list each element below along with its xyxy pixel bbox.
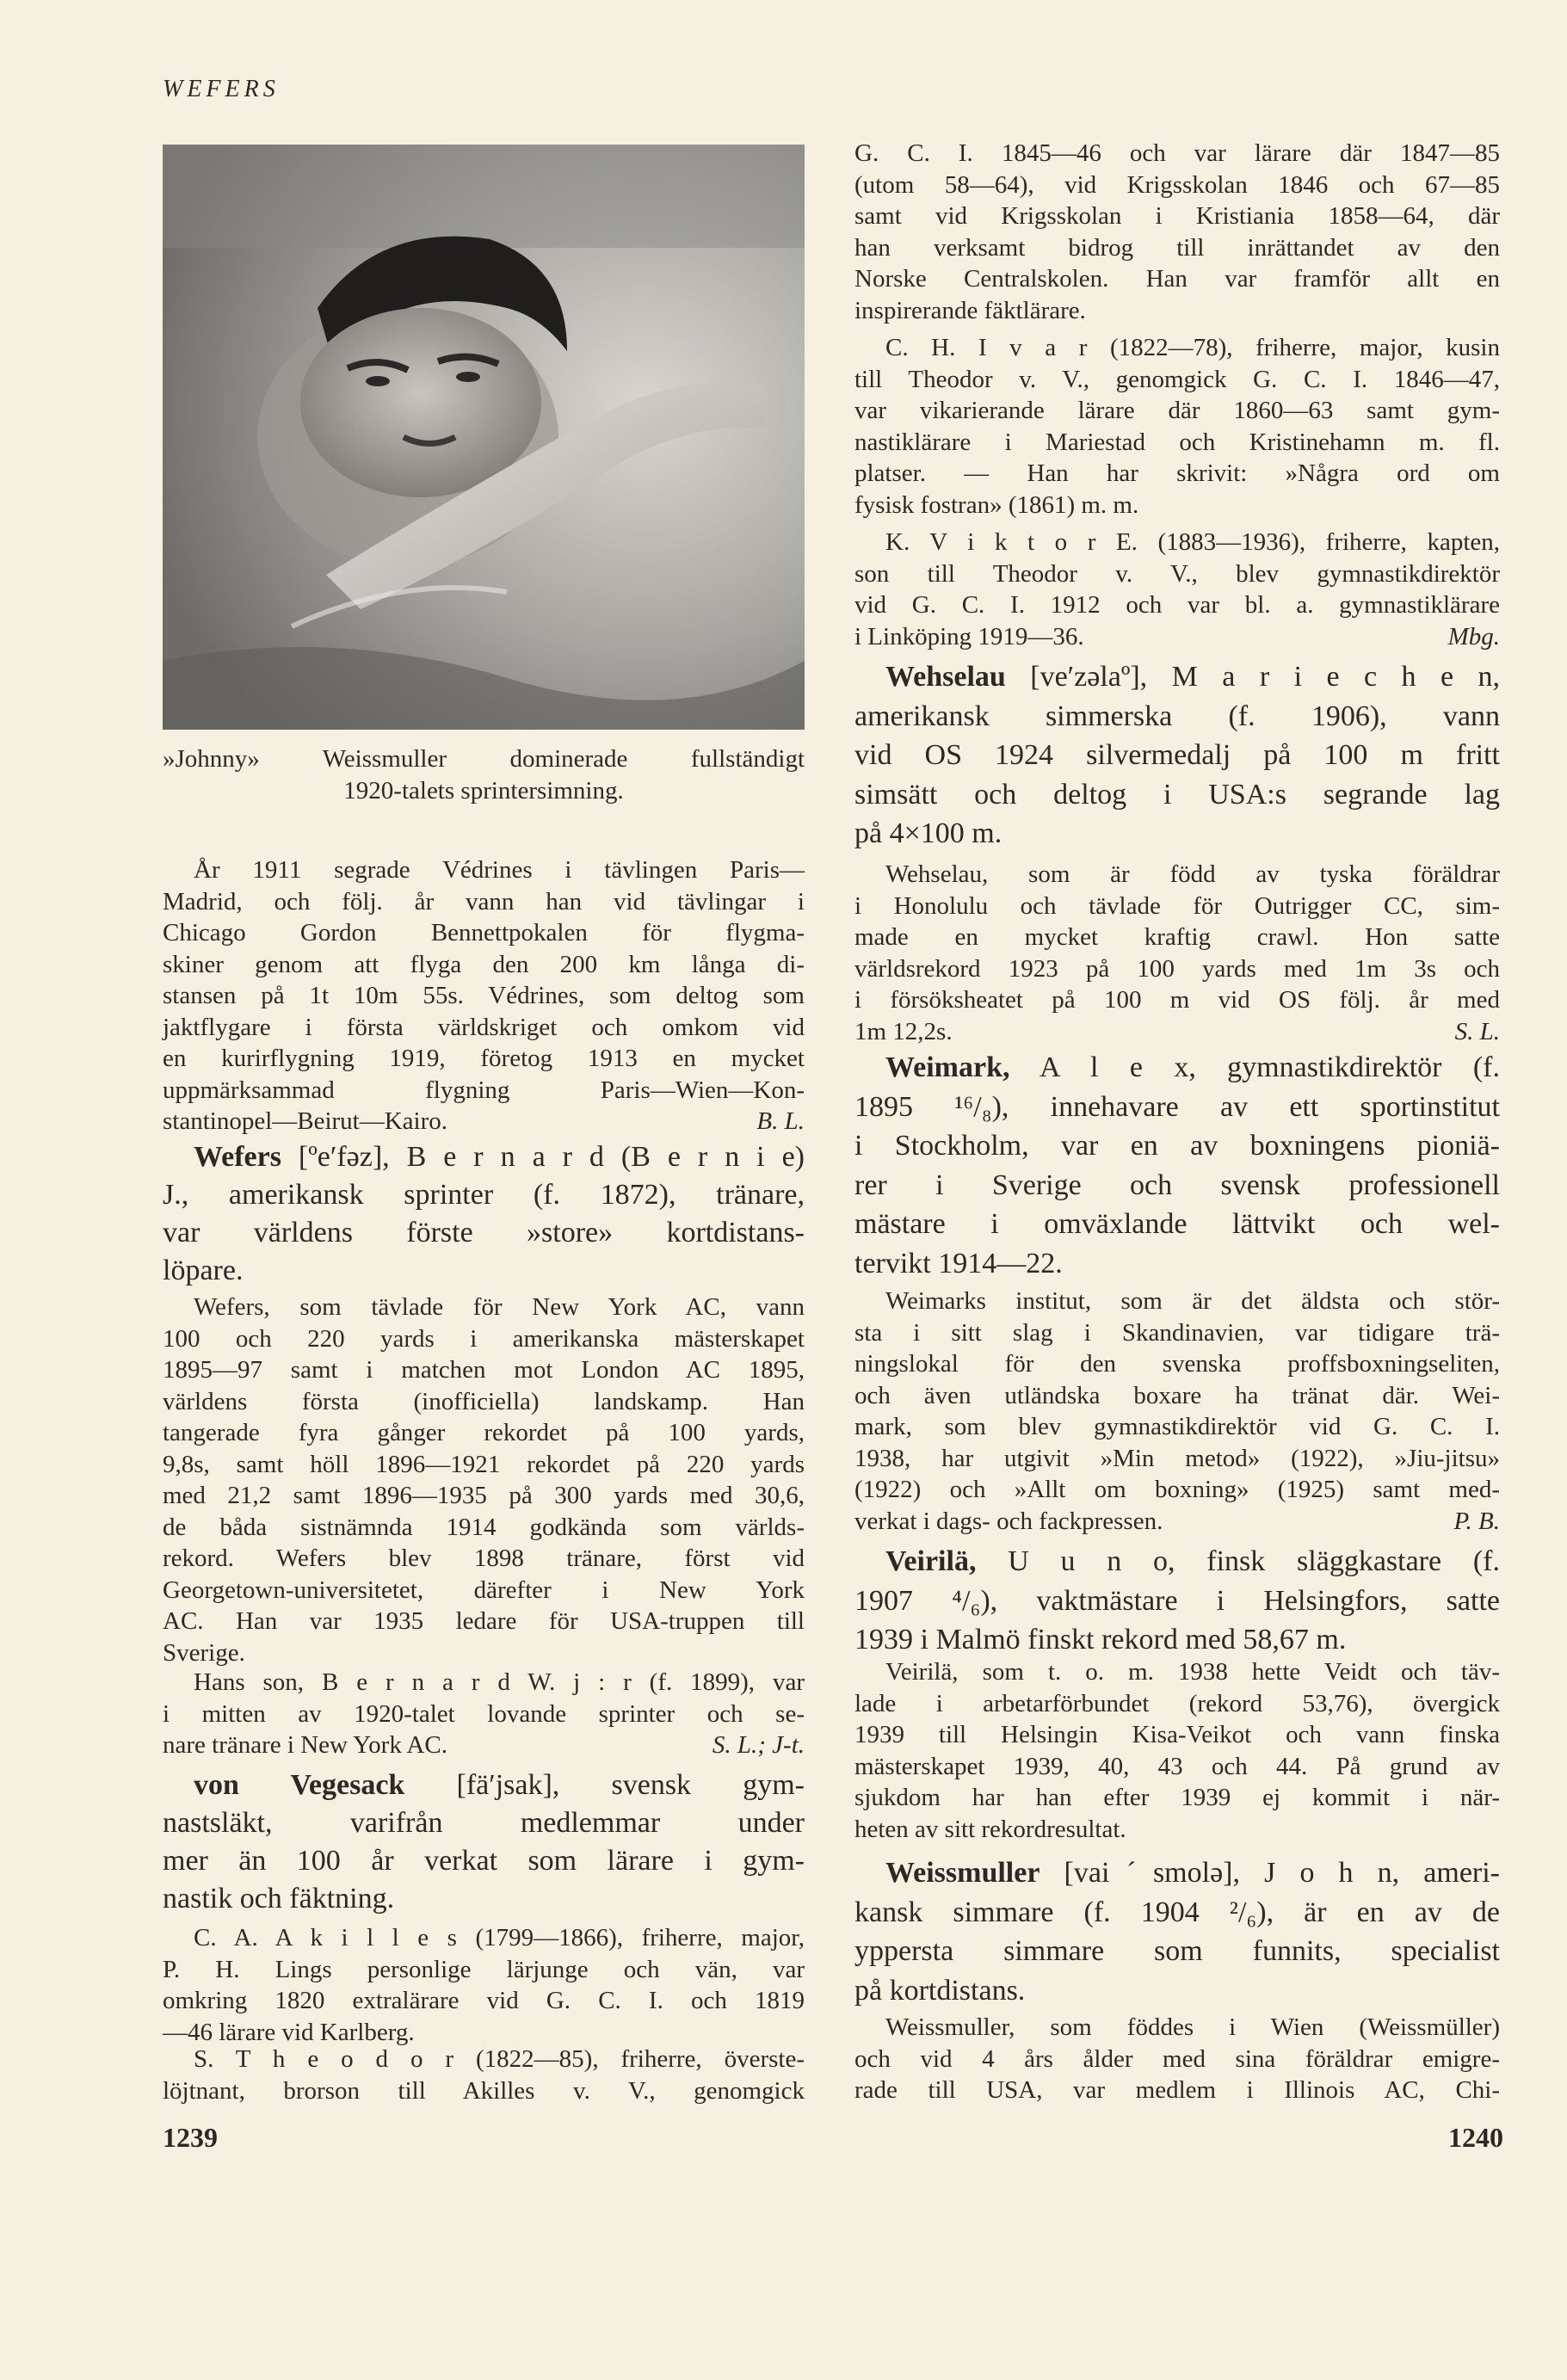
text-line: yppersta simmare som funnits, specialist — [854, 1935, 1500, 1967]
text-line: rekord. Wefers blev 1898 tränare, först vid — [163, 1545, 805, 1572]
text-line: med 21,2 samt 1896—1935 på 300 yards med 30,6, — [163, 1482, 805, 1509]
text-line: var världens förste »store» kortdistans- — [163, 1217, 805, 1249]
body-paragraph — [854, 1286, 1500, 1537]
text-line: simsätt och deltog i USA:s segrande lag — [854, 778, 1500, 811]
text-line: AC. Han var 1935 ledare för USA-truppen till — [163, 1607, 805, 1635]
text-line: vid G. C. I. 1912 och var bl. a. gymnastiklärare — [854, 591, 1500, 619]
page-number-left: 1239 — [163, 2122, 218, 2153]
text-line-content: verkat i dags- och fackpressen. — [854, 1507, 1163, 1535]
entry-headword: von Vegesack — [194, 1769, 405, 1801]
entry-heading-paragraph — [854, 1542, 1500, 1660]
author-signature: S. L.; J-t. — [712, 1731, 805, 1759]
text-line-content: 1m 12,2s. — [854, 1017, 953, 1045]
entry-heading-text: U u n o, finsk släggkastare (f. — [976, 1545, 1500, 1577]
entry-heading-line — [854, 1542, 1500, 1582]
text-line: nastiklärare i Mariestad och Kristinehamn m. fl. — [854, 428, 1500, 456]
entry-heading-paragraph — [163, 1767, 805, 1918]
text-line: rer i Sverige och svensk professionell — [854, 1168, 1500, 1201]
text-line: S. T h e o d o r (1822—85), friherre, överste- — [194, 2045, 805, 2073]
author-signature: Mbg. — [1447, 622, 1500, 650]
text-line: uppmärksammad flygning Paris—Wien—Kon- — [163, 1076, 805, 1104]
entry-heading-line — [854, 657, 1500, 697]
text-line: heten av sitt rekordresultat. — [854, 1815, 1126, 1843]
signature-line — [163, 1106, 805, 1138]
caption-line: 1920-talets sprintersimning. — [343, 777, 624, 805]
signature-line — [854, 1016, 1500, 1048]
text-line: sjukdom har han efter 1939 ej kommit i när- — [854, 1784, 1500, 1811]
text-line: 1939 till Helsingin Kisa-Veikot och vann finska — [854, 1721, 1500, 1748]
text-line: kansk simmare (f. 1904 ²/₆), är en av de — [854, 1896, 1500, 1928]
body-paragraph — [854, 332, 1500, 521]
text-line: C. H. I v a r (1822—78), friherre, major, kusin — [885, 334, 1500, 361]
text-line: (1922) och »Allt om boxning» (1925) samt med- — [854, 1476, 1500, 1503]
text-line: G. C. I. 1845—46 och var lärare där 1847—85 — [854, 139, 1500, 167]
text-line: Madrid, och följ. år vann han vid tävlingar i — [163, 887, 805, 916]
text-line: inspirerande fäktlärare. — [854, 296, 1086, 324]
text-line: på 4×100 m. — [854, 817, 1003, 849]
text-line: Wehselau, som är född av tyska föräldrar — [885, 860, 1500, 888]
text-line: 1895 ¹⁶/₈), innehavare av ett sportinstitut — [854, 1090, 1500, 1123]
text-line: mästerskapet 1939, 40, 43 och 44. På grund av — [854, 1752, 1500, 1780]
entry-heading-text: [fä′jsak], svensk gym- — [404, 1769, 805, 1801]
text-line: Weimarks institut, som är det äldsta och stör- — [885, 1287, 1500, 1315]
text-line: mästare i omväxlande lättvikt och wel- — [854, 1208, 1500, 1240]
text-line: de båda sistnämnda 1914 godkända som världs- — [163, 1513, 805, 1541]
body-paragraph — [854, 2012, 1500, 2106]
text-line: var vikarierande lärare där 1860—63 samt gym- — [854, 397, 1500, 424]
text-line: löjtnant, brorson till Akilles v. V., genomgick — [163, 2076, 805, 2105]
text-line-content: i Linköping 1919—36. — [854, 622, 1084, 650]
text-line-content: nare tränare i New York AC. — [163, 1731, 448, 1759]
text-line: på kortdistans. — [854, 1974, 1026, 2007]
entry-headword: Wefers — [194, 1141, 281, 1173]
body-paragraph — [163, 1922, 805, 2048]
signature-line — [854, 1506, 1500, 1538]
text-line: P. H. Lings personlige lärjunge och vän, var — [163, 1955, 805, 1983]
text-line: tervikt 1914—22. — [854, 1247, 1063, 1279]
entry-heading-text: [ºe′fəz], B e r n a r d (B e r n i e) — [281, 1141, 805, 1173]
author-signature: B. L. — [756, 1107, 805, 1135]
entry-headword: Weimark, — [885, 1051, 1010, 1083]
entry-heading-line — [163, 1138, 805, 1176]
text-line: Weissmuller, som föddes i Wien (Weissmüller) — [885, 2013, 1500, 2041]
text-line: skiner genom att flyga den 200 km långa di- — [163, 950, 805, 978]
author-signature: P. B. — [1453, 1507, 1500, 1535]
text-line: —46 lärare vid Karlberg. — [163, 2018, 415, 2046]
text-line: löpare. — [163, 1255, 244, 1286]
text-line: platser. — Han har skrivit: »Några ord om — [854, 459, 1500, 487]
text-line: mark, som blev gymnastikdirektör vid G. C. I. — [854, 1413, 1500, 1440]
text-line: världsrekord 1923 på 100 yards med 1m 3s och — [854, 954, 1500, 983]
text-line: C. A. A k i l l e s (1799—1866), friherre, major, — [194, 1924, 805, 1951]
text-line: till Theodor v. V., genomgick G. C. I. 1846—47, — [854, 365, 1500, 393]
text-line: nastik och fäktning. — [163, 1883, 395, 1914]
text-line: omkring 1820 extralärare vid G. C. I. och 1819 — [163, 1987, 805, 2014]
signature-line — [163, 1730, 805, 1761]
entry-headword: Weissmuller — [885, 1857, 1040, 1889]
body-paragraph — [854, 527, 1500, 652]
text-line: mer än 100 år verkat som lärare i gym- — [163, 1845, 805, 1877]
caption-line: »Johnny» Weissmuller dominerade fullständigt — [163, 745, 805, 773]
text-line: 1939 i Malmö finskt rekord med 58,67 m. — [854, 1624, 1347, 1656]
text-line: samt vid Krigsskolan i Kristiania 1858—64, där — [854, 202, 1500, 230]
entry-headword: Veirilä, — [885, 1545, 977, 1577]
text-line: världens första (inofficiella) landskamp. Han — [163, 1387, 805, 1415]
text-line: (utom 58—64), vid Krigsskolan 1846 och 67—85 — [854, 170, 1500, 199]
body-paragraph — [854, 859, 1500, 1047]
text-line: i mitten av 1920-talet lovande sprinter och se- — [163, 1699, 805, 1728]
text-line: jaktflygare i första världskriget och omkom vid — [163, 1013, 805, 1041]
entry-heading-line — [163, 1767, 805, 1804]
text-line: Wefers, som tävlade för New York AC, vann — [194, 1293, 805, 1321]
text-line: 1895—97 samt i matchen mot London AC 1895, — [163, 1356, 805, 1384]
text-line: rade till USA, var medlem i Illinois AC, Chi- — [854, 2076, 1500, 2104]
text-line: sta i sitt slag i Skandinavien, var tidigare trä- — [854, 1318, 1500, 1347]
swimmer-photo — [163, 145, 805, 730]
entry-headword: Wehselau — [885, 661, 1006, 693]
photo-caption — [163, 743, 805, 807]
text-line: i Honolulu och tävlade för Outrigger CC, sim- — [854, 891, 1500, 920]
entry-heading-paragraph — [163, 1138, 805, 1290]
text-line: lade i arbetarförbundet (rekord 53,76), övergick — [854, 1689, 1500, 1717]
text-line: han verksamt bidrog till inrättandet av den — [854, 233, 1500, 262]
text-line: amerikansk simmerska (f. 1906), vann — [854, 700, 1500, 732]
body-paragraph — [163, 854, 805, 1138]
text-line: 9,8s, samt höll 1896—1921 rekordet på 220 yards — [163, 1450, 805, 1478]
entry-heading-paragraph — [854, 1048, 1500, 1283]
text-line: År 1911 segrade Védrines i tävlingen Paris— — [194, 856, 805, 884]
entry-heading-paragraph — [854, 657, 1500, 854]
text-line: vid OS 1924 silvermedalj på 100 m fritt — [854, 739, 1500, 771]
author-signature: S. L. — [1454, 1017, 1500, 1045]
body-paragraph — [854, 138, 1500, 326]
text-line: Sverige. — [163, 1638, 245, 1667]
text-line: 1938, har utgivit »Min metod» (1922), »Jiu-jitsu» — [854, 1444, 1500, 1472]
body-paragraph — [163, 2044, 805, 2106]
text-line-content: stantinopel—Beirut—Kairo. — [163, 1107, 448, 1135]
text-line: en kurirflygning 1919, företog 1913 en mycket — [163, 1045, 805, 1072]
text-line: fysisk fostran» (1861) m. m. — [854, 490, 1139, 519]
text-line: Norske Centralskolen. Han var framför allt en — [854, 265, 1500, 293]
text-line: 100 och 220 yards i amerikanska mästerskapet — [163, 1324, 805, 1353]
text-line: nastsläkt, varifrån medlemmar under — [163, 1807, 805, 1839]
body-paragraph — [163, 1667, 805, 1761]
body-paragraph — [163, 1292, 805, 1668]
text-line: stansen på 1t 10m 55s. Védrines, som deltog som — [163, 982, 805, 1009]
text-line: made en mycket kraftig crawl. Hon satte — [854, 923, 1500, 951]
text-line: Chicago Gordon Bennettpokalen för flygma- — [163, 919, 805, 946]
text-line: och även utländska boxare ha tränat där. Wei- — [854, 1381, 1500, 1409]
entry-heading-text: [vaiˊsmolə], J o h n, ameri- — [1040, 1857, 1500, 1889]
text-line: K. V i k t o r E. (1883—1936), friherre, kapten, — [885, 528, 1500, 556]
text-line: i försöksheatet på 100 m vid OS följ. år med — [854, 986, 1500, 1014]
entry-heading-text: [ve′zəlaº], M a r i e c h e n, — [1005, 661, 1500, 693]
text-line: Veirilä, som t. o. m. 1938 hette Veidt och täv- — [885, 1658, 1500, 1686]
text-line: tangerade fyra gånger rekordet på 100 yards, — [163, 1419, 805, 1446]
entry-heading-line — [854, 1853, 1500, 1893]
signature-line — [854, 621, 1500, 653]
text-line: ningslokal för den svenska proffsboxningseliten, — [854, 1350, 1500, 1378]
text-line: son till Theodor v. V., blev gymnastikdirektör — [854, 559, 1500, 588]
running-head: WEFERS — [163, 76, 280, 102]
text-line: i Stockholm, var en av boxningens pioniä- — [854, 1130, 1500, 1162]
text-line: 1907 ⁴/₆), vaktmästare i Helsingfors, satte — [854, 1584, 1500, 1617]
swimmer-photo-image — [163, 145, 805, 730]
entry-heading-text: A l e x, gymnastikdirektör (f. — [1009, 1051, 1500, 1083]
text-line: J., amerikansk sprinter (f. 1872), tränare, — [163, 1179, 805, 1211]
text-line: Hans son, B e r n a r d W. j : r (f. 1899), var — [194, 1668, 805, 1696]
page-number-right: 1240 — [1448, 2122, 1503, 2153]
entry-heading-line — [854, 1048, 1500, 1088]
body-paragraph — [854, 1656, 1500, 1845]
text-line: och vid 4 års ålder med sina föräldrar emigre- — [854, 2044, 1500, 2073]
entry-heading-paragraph — [854, 1853, 1500, 2010]
text-line: Georgetown-universitetet, därefter i New York — [163, 1575, 805, 1604]
